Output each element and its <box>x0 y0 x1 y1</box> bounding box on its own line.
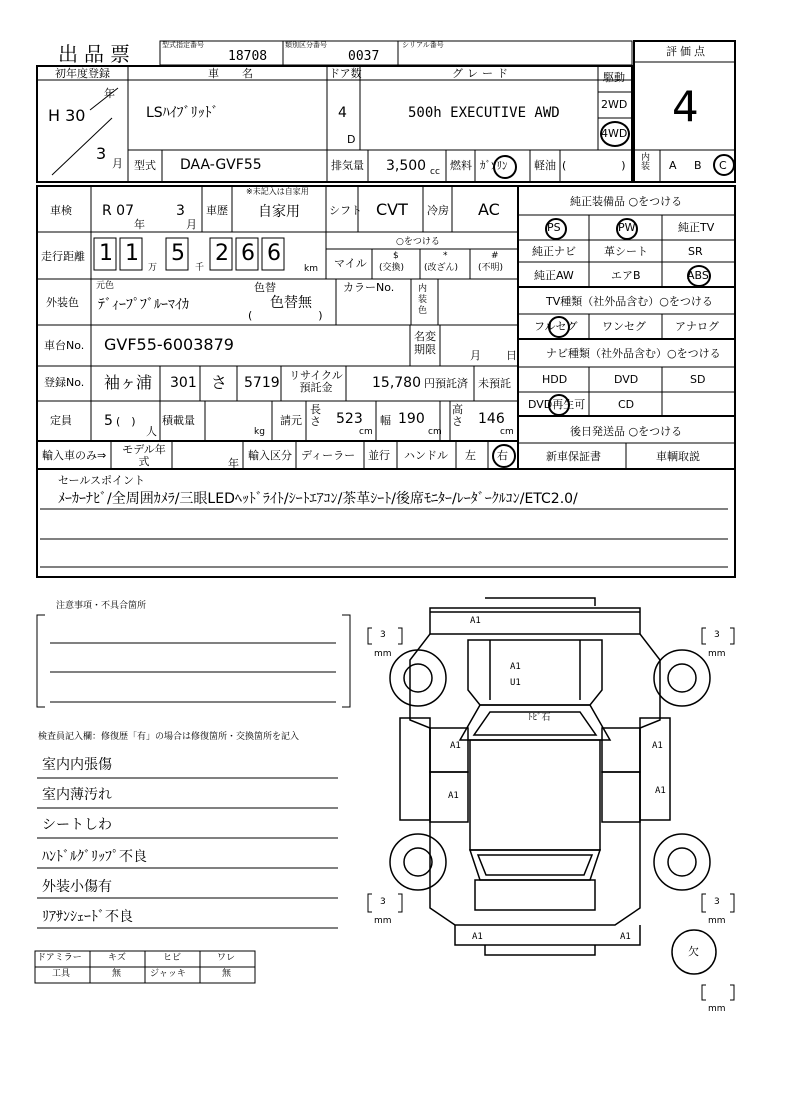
repaint-value: 色替無 <box>270 295 312 311</box>
length-value: 523 <box>336 411 363 427</box>
color-no-label: カラーNo. <box>343 281 395 294</box>
mark-right-rear-door: A1 <box>655 786 666 796</box>
class-no-label: 類別区分番号 <box>285 41 327 49</box>
grade-label: グレード <box>452 67 512 80</box>
unknown-symbol: # <box>491 251 499 261</box>
capacity-paren: ( ) <box>116 415 136 428</box>
doc-label: 請元 <box>280 414 302 427</box>
navi-dvd: DVD <box>614 373 639 386</box>
model-no-label: 型式指定番号 <box>162 41 204 49</box>
fuel-diesel: 軽油 <box>534 159 556 172</box>
tire-fl-value: 3 <box>380 630 386 640</box>
tools-r4: 無 <box>222 969 232 979</box>
reg-area: 袖ヶ浦 <box>104 373 153 392</box>
note-line-3: シートしわ <box>42 817 112 833</box>
capacity-value: 5 <box>104 413 113 429</box>
history-value: 自家用 <box>258 204 300 220</box>
recycle-label: リサイクル預託金 <box>289 369 343 394</box>
tools-r3: ジャッキ <box>150 969 186 979</box>
note-line-5: 外装小傷有 <box>42 879 112 895</box>
form-title: 出品票 <box>58 42 136 66</box>
load-unit: kg <box>254 427 265 437</box>
inspect-month-unit: 月 <box>186 218 197 231</box>
spare-missing: 欠 <box>688 945 699 958</box>
ac-value: AC <box>478 200 500 219</box>
later-manual: 車輌取説 <box>656 450 700 463</box>
length-label: 長さ <box>310 403 321 428</box>
navi-sd: SD <box>690 373 706 386</box>
interior-c: C <box>719 159 727 172</box>
inspect-era: R 07 <box>102 203 134 219</box>
mileage-digit-3: 5 <box>171 241 185 266</box>
sales-text: ﾒｰｶｰﾅﾋﾞ/全周囲ｶﾒﾗ/三眼LEDﾍｯﾄﾞﾗｲﾄ/ｼｰﾄｴｱｺﾝ/茶革ｼｰﾄ/後席ﾓﾆﾀｰ/ﾚｰﾀﾞｰｸﾙｺﾝ/ETC2.0/ <box>58 491 578 507</box>
recycle-amount: 15,780 <box>372 375 421 391</box>
month-unit: 月 <box>112 157 123 170</box>
year-unit: 年 <box>104 87 115 100</box>
height-value: 146 <box>478 411 505 427</box>
score-label: 評価点 <box>666 45 708 58</box>
height-label: 高さ <box>452 403 463 428</box>
navi-dvd-play-circle <box>548 394 570 416</box>
tools-r2: 無 <box>112 969 122 979</box>
navi-cd: CD <box>618 398 635 411</box>
inspect-year-unit: 年 <box>134 218 145 231</box>
type-label: 型式 <box>134 159 156 172</box>
equip-navi: 純正ナビ <box>532 245 576 258</box>
history-label: 車歴 <box>206 204 228 217</box>
fuel-gas: ｶﾞｿﾘﾝ <box>480 159 508 172</box>
altered-option: (改ざん) <box>424 263 459 273</box>
navi-title: ナビ種類（社外品含む）○をつける <box>546 347 721 360</box>
reg-class: 301 <box>170 375 197 391</box>
km-unit: km <box>304 264 318 274</box>
height-unit: cm <box>500 427 514 437</box>
doors-value: 4 <box>338 105 347 121</box>
serial-label: シリアル番号 <box>402 41 444 49</box>
fuel-label: 燃料 <box>450 159 472 172</box>
handle-label: ハンドル <box>404 449 448 462</box>
tv-title: TV種類（社外品含む）○をつける <box>546 295 713 308</box>
tire-fr-value: 3 <box>714 630 720 640</box>
fuel-gas-circle <box>493 155 517 179</box>
expiry-month-label: 月 <box>470 349 481 362</box>
interior-c-circle <box>713 154 735 176</box>
ac-label: 冷房 <box>427 204 449 217</box>
tools-h2: キズ <box>108 953 126 963</box>
grade-value: 500h EXECUTIVE AWD <box>408 105 560 121</box>
load-label: 積載量 <box>162 414 195 427</box>
mileage-digit-6: 6 <box>267 241 281 266</box>
shift-label: シフト <box>329 204 362 217</box>
shift-value: CVT <box>376 200 408 219</box>
mark-rear-left: A1 <box>472 932 483 942</box>
tire-fr-unit: mm <box>708 649 726 659</box>
equip-sr: SR <box>688 245 703 258</box>
caution-title: 注意事項・不具合箇所 <box>56 601 147 611</box>
mileage-digit-4: 2 <box>215 241 229 266</box>
doors-label: ドア数 <box>329 67 362 80</box>
repaint-label: 色替 <box>254 281 276 294</box>
disp-label: 排気量 <box>331 159 364 172</box>
regno-label: 登録No. <box>44 376 85 389</box>
inspector-note: 検査員記入欄：修復歴「有」の場合は修復箇所・交換箇所を記入 <box>38 732 300 742</box>
orig-color-label: 元色 <box>96 281 115 291</box>
reg-number: 5719 <box>244 375 280 391</box>
mileage-digit-2: 1 <box>125 241 139 266</box>
tools-h4: ワレ <box>217 953 236 963</box>
import-label: 輸入車のみ⇒ <box>42 449 107 462</box>
drive-2wd: 2WD <box>601 98 628 111</box>
int-color-label: 内装色 <box>418 284 428 316</box>
chassis-label: 車台No. <box>44 339 85 352</box>
mileage-label: 走行距離 <box>41 250 85 263</box>
mark-front-bumper: A1 <box>470 616 481 626</box>
drive-4wd-circle <box>600 121 630 147</box>
sen-unit: 千 <box>195 263 205 273</box>
inspect-label: 車検 <box>50 204 72 217</box>
mileage-digit-1: 1 <box>99 241 113 266</box>
equip-ps-circle <box>545 218 567 240</box>
handle-left: 左 <box>465 449 476 462</box>
capacity-unit: 人 <box>146 425 157 438</box>
first-reg-era: H 30 <box>48 106 86 125</box>
score-value: 4 <box>672 82 699 131</box>
interior-a: A <box>669 159 677 172</box>
equipment-title: 純正装備品 ○をつける <box>570 195 683 208</box>
type-value: DAA-GVF55 <box>180 157 262 173</box>
orig-color-value: ﾃﾞｨｰﾌﾟﾌﾞﾙｰﾏｲｶ <box>98 297 189 313</box>
tire-fl-unit: mm <box>374 649 392 659</box>
mileage-mark-note: ○をつける <box>396 237 440 247</box>
mark-hood-2: U1 <box>510 678 521 688</box>
handle-right: 右 <box>497 449 508 462</box>
man-unit: 万 <box>148 263 158 273</box>
reg-kana: さ <box>211 373 228 392</box>
interior-label: 内装 <box>641 153 651 172</box>
disp-unit: cc <box>430 167 440 177</box>
mile-option: マイル <box>334 257 367 270</box>
model-year-unit: 年 <box>228 457 239 470</box>
tire-rl-value: 3 <box>380 897 386 907</box>
class-no-value: 0037 <box>348 49 380 64</box>
repaint-paren: ( ) <box>248 309 323 322</box>
mark-left-rear-door: A1 <box>448 791 459 801</box>
history-note: ※未記入は自家用 <box>246 187 309 196</box>
spare-unit: mm <box>708 1004 726 1014</box>
inspect-month: 3 <box>176 203 185 219</box>
chassis-value: GVF55-6003879 <box>104 335 234 354</box>
drive-label: 駆動 <box>603 71 625 84</box>
mark-hood-1: A1 <box>510 662 521 672</box>
navi-hdd: HDD <box>542 373 568 386</box>
equip-leather: 革シート <box>604 245 648 258</box>
tools-r1: 工具 <box>52 969 71 979</box>
tv-full-circle <box>548 316 570 338</box>
equip-abs: ABS <box>687 269 709 282</box>
doors-suffix: D <box>347 133 356 146</box>
equip-ps: PS <box>547 221 561 234</box>
mileage-digit-5: 6 <box>241 241 255 266</box>
first-reg-label: 初年度登録 <box>55 67 110 80</box>
equip-airbag: エアB <box>611 269 641 282</box>
exchange-symbol: $ <box>393 251 399 261</box>
equip-pw-circle <box>616 218 638 240</box>
recycle-not: 未預託 <box>478 377 511 390</box>
name-expiry-label: 名変期限 <box>414 330 436 356</box>
note-line-4: ﾊﾝﾄﾞﾙｸﾞﾘｯﾌﾟ不良 <box>42 849 147 865</box>
mark-right-front-door: A1 <box>652 741 663 751</box>
mark-left-front-door: A1 <box>450 741 461 751</box>
tv-analog: アナログ <box>675 320 719 333</box>
exchange-option: (交換) <box>379 263 405 273</box>
tire-rr-unit: mm <box>708 916 726 926</box>
tools-h1: ドアミラー <box>37 953 82 963</box>
handle-right-circle <box>492 444 516 468</box>
import-kind-label: 輸入区分 <box>248 449 292 462</box>
disp-value: 3,500 <box>386 158 427 174</box>
equip-aw: 純正AW <box>534 269 574 282</box>
car-name-label: 車 名 <box>208 67 259 80</box>
navi-dvd-play: DVD再生可 <box>528 398 586 411</box>
equip-tv: 純正TV <box>678 221 715 234</box>
later-title: 後日発送品 ○をつける <box>570 425 683 438</box>
capacity-label: 定員 <box>50 414 72 427</box>
later-warranty: 新車保証書 <box>546 450 601 463</box>
model-year-label: モデル年式 <box>122 443 166 468</box>
unknown-option: (不明) <box>478 263 504 273</box>
import-parallel: 並行 <box>368 449 390 462</box>
model-no-value: 18708 <box>228 49 268 64</box>
length-unit: cm <box>359 427 373 437</box>
car-name-value: LSﾊｲﾌﾞﾘｯﾄﾞ <box>146 105 219 121</box>
mark-rear-right: A1 <box>620 932 631 942</box>
note-line-2: 室内薄汚れ <box>42 787 112 803</box>
recycle-status: 円預託済 <box>424 377 468 390</box>
fuel-other: ( ) <box>562 159 626 172</box>
tv-one: ワンセグ <box>602 320 646 333</box>
mark-windshield: ﾄﾋﾞ石 <box>528 713 551 723</box>
color-label: 外装色 <box>46 296 79 309</box>
interior-b: B <box>694 159 702 172</box>
first-reg-month: 3 <box>96 144 107 163</box>
width-value: 190 <box>398 411 425 427</box>
width-label: 幅 <box>380 414 391 427</box>
tire-rl-unit: mm <box>374 916 392 926</box>
drive-4wd: 4WD <box>601 127 628 140</box>
equip-pw: PW <box>618 221 636 234</box>
width-unit: cm <box>428 427 442 437</box>
sales-title: セールスポイント <box>58 474 146 487</box>
tire-rr-value: 3 <box>714 897 720 907</box>
note-line-6: ﾘｱｻﾝｼｪｰﾄﾞ不良 <box>42 909 133 925</box>
tools-h3: ヒビ <box>163 953 182 963</box>
expiry-day-label: 日 <box>506 349 517 362</box>
equip-abs-circle <box>687 265 711 287</box>
tv-full: フルセグ <box>534 320 578 333</box>
import-dealer: ディーラー <box>301 449 356 462</box>
note-line-1: 室内内張傷 <box>42 757 112 773</box>
altered-symbol: * <box>443 251 448 261</box>
